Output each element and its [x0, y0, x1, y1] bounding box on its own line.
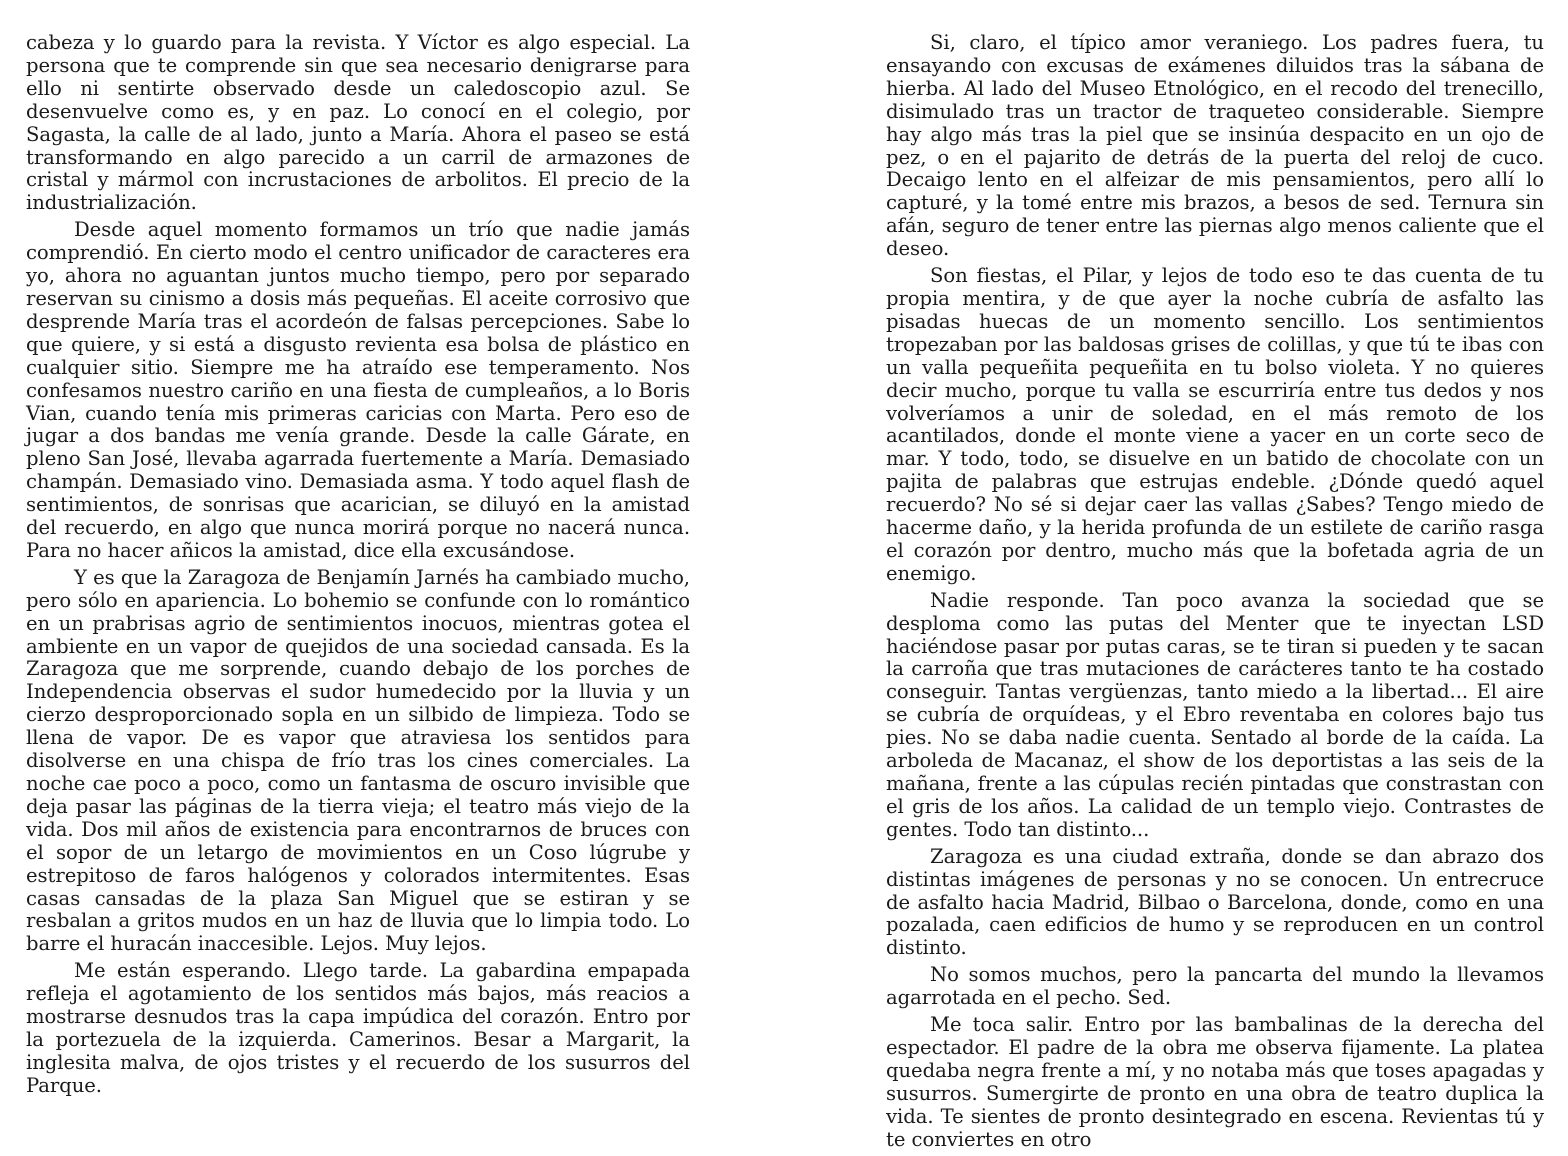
left-paragraph-2: Desde aquel momento formamos un trío que nadie jamás comprendió. En cierto modo el centro unificador de caracteres era yo, ahora no aguantan juntos mucho tiempo, pero por separado reservan su cinismo a dosis más pequeñas. El aceite corrosivo que desprende María tras el acordeón de falsas percepciones. Sabe lo que quiere, y si está a disgusto revienta esa bolsa de plástico en cualquier sitio. Siempre me ha atraído ese temperamento. Nos confesamos nuestro cariño en una fiesta de cumpleaños, a lo Boris Vian, cuando tenía mis primeras caricias con Marta. Pero eso de jugar a dos bandas me venía grande. Desde la calle Gárate, en pleno San José, llevaba agarrada fuertemente a María. Demasiado champán. Demasiado vino. Demasiada asma. Y todo aquel flash de sentimientos, de sonrisas que acarician, se diluyó en la amistad del recuerdo, en algo que nunca morirá porque no nacerá nunca. Para no hacer añicos la amistad, dice ella excusándose.: [26, 218, 690, 562]
right-paragraph-4: Zaragoza es una ciudad extraña, donde se dan abrazo dos distintas imágenes de personas y no se conocen. Un entrecruce de asfalto hacia Madrid, Bilbao o Barcelona, donde, como en una pozalada, caen edificios de humo y se reproducen en un control distinto.: [886, 844, 1544, 960]
left-paragraph-3: Y es que la Zaragoza de Benjamín Jarnés ha cambiado mucho, pero sólo en apariencia. Lo bohemio se confunde con lo romántico en un prabrisas agrio de sentimientos inocuos, mientras gotea el ambiente en un vapor de quejidos de una sociedad cansada. Es la Zaragoza que me sorprende, cuando debajo de los porches de Independencia observas el sudor humedecido por la lluvia y un cierzo desproporcionado sopla en un silbido de limpieza. Todo se llena de vapor. De es vapor que atraviesa los sentidos para disolverse en una chispa de frío tras los cines comerciales. La noche cae poco a poco, como un fantasma de oscuro invisible que deja pasar las páginas de la tierra vieja; el teatro más viejo de la vida. Dos mil años de existencia para encontrarnos de bruces con el sopor de un letargo de movimientos en un Coso lúgrube y estrepitoso de faros halógenos y colorados intermitentes. Esas casas cansadas de la plaza San Miguel que se estiran y se resbalan a gritos mudos en un haz de lluvia que lo limpia todo. Lo barre el huracán inaccesible. Lejos. Muy lejos.: [26, 565, 690, 956]
left-paragraph-4: Me están esperando. Llego tarde. La gabardina empapada refleja el agotamiento de los sentidos más bajos, más reacios a mostrarse desnudos tras la capa impúdica del corazón. Entro por la portezuela de la izquierda. Camerinos. Besar a Margarit, la inglesita malva, de ojos tristes y el recuerdo de los susurros del Parque.: [26, 959, 690, 1097]
right-paragraph-3: Nadie responde. Tan poco avanza la sociedad que se desploma como las putas del Menter que te inyectan LSD haciéndose pasar por putas caras, se te tiran si pueden y te sacan la carroña que tras mutaciones de carácteres tanto te ha costado conseguir. Tantas vergüenzas, tanto miedo a la libertad... El aire se cubría de orquídeas, y el Ebro reventaba en colores bajo tus pies. No se daba nadie cuenta. Sentado al borde de la caída. La arboleda de Macanaz, el show de los deportistas a las seis de la mañana, frente a las cúpulas recién pintadas que constrastan con el gris de los años. La calidad de un templo viejo. Contrastes de gentes. Todo tan distinto...: [886, 588, 1544, 841]
right-paragraph-5: No somos muchos, pero la pancarta del mundo la llevamos agarrotada en el pecho. Sed.: [886, 963, 1544, 1010]
right-page-text: [886, 32, 1544, 1156]
right-paragraph-6: Me toca salir. Entro por las bambalinas de la derecha del espectador. El padre de la obra me observa fijamente. La platea quedaba negra frente a mí, y no notaba más que toses apagadas y susurros. Sumergirte de pronto en una obra de teatro duplica la vida. Te sientes de pronto desintegrado en escena. Revientas tú y te conviertes en otro: [886, 1013, 1544, 1151]
right-paragraph-2: Son fiestas, el Pilar, y lejos de todo eso te das cuenta de tu propia mentira, y de que ayer la noche cubría de asfalto las pisadas huecas de un momento sencillo. Los sentimientos tropezaban por las baldosas grises de colillas, y que tú te ibas con un valla pequeñita pequeñita en tu bolso violeta. Y no quieres decir mucho, porque tu valla se escurriría entre tus dedos y nos volveríamos a unir de soledad, en el más remoto de los acantilados, donde el monte viene a yacer en un corte seco de mar. Y todo, todo, se disuelve en un batido de chocolate con un pajita de palabras que estrujas endeble. ¿Dónde quedó aquel recuerdo? No sé si dejar caer las vallas ¿Sabes? Tengo miedo de hacerme daño, y la herida profunda de un estilete de cariño rasga el corazón por dentro, mucho más que la bofetada agria de un enemigo.: [886, 264, 1544, 585]
left-paragraph-1: cabeza y lo guardo para la revista. Y Víctor es algo especial. La persona que te comprende sin que sea necesario denigrarse para ello ni sentirte observado desde un caledoscopio azul. Se desenvuelve como es, y en paz. Lo conocí en el colegio, por Sagasta, la calle de al lado, junto a María. Ahora el paseo se está transformando en algo parecido a un carril de armazones de cristal y mármol con incrustaciones de arbolitos. El precio de la industrialización.: [26, 31, 690, 215]
left-page-text: [26, 32, 690, 1102]
right-paragraph-1: Si, claro, el típico amor veraniego. Los padres fuera, tu ensayando con excusas de exámenes diluidos tras la sábana de hierba. Al lado del Museo Etnológico, en el recodo del trenecillo, disimulado tras un tractor de traqueteo considerable. Siempre hay algo más tras la piel que se insinúa despacito en un ojo de pez, o en el pajarito de detrás de la puerta del reloj de cuco. Decaigo lento en el alfeizar de mis pensamientos, pero allí lo capturé, y la tomé entre mis brazos, a besos de sed. Ternura sin afán, seguro de tener entre las piernas algo menos caliente que el deseo.: [886, 31, 1544, 261]
